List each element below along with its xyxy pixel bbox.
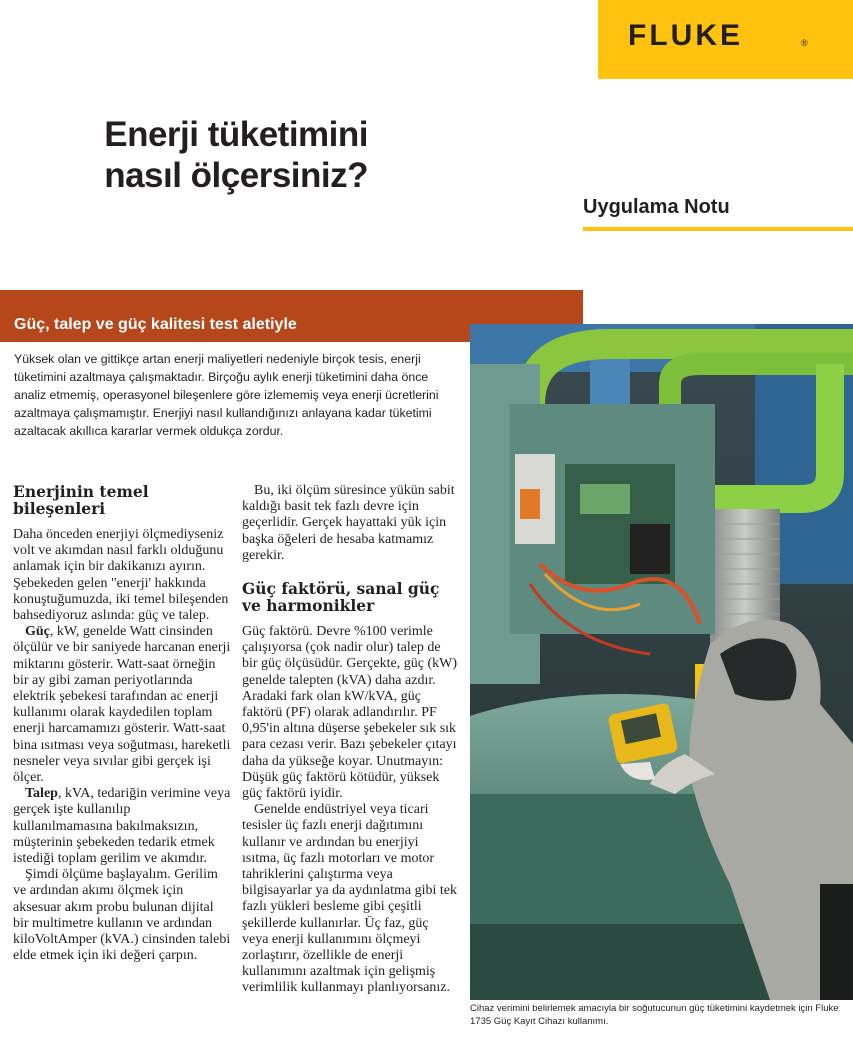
paragraph: Daha önceden enerjiyi ölçmediyseniz volt ve akımdan nasıl farklı olduğunu anlamak için bir dakikanızı ayırın. Şebekeden gelen "enerji' hakkında konuştuğumuzda, iki temel bileşenden bahsediyoruz aslında: güç ve talep. — [13, 527, 229, 624]
paragraph-power — [13, 624, 231, 786]
section-heading-power-factor: Güç faktörü, sanal güç ve harmonikler — [242, 579, 440, 616]
page-title — [60, 114, 368, 196]
intro-paragraph: Yüksek olan ve gittikçe artan enerji maliyetleri nedeniyle birçok tesis, enerji tüketimini azaltmaya çalışmaktadır. Birçoğu aylık enerji tüketimini daha önce analiz etmemiş, operasyonel bileşenlere göre izlememiş veya enerji ücretlerini azaltmaya çalışmamıştır. Enerjiyi nasıl kullandığınızı anlayana kadar tüketimi azaltacak akıllıca kararlar vermek oldukça zordur. — [14, 352, 439, 438]
paragraph: Bu, iki ölçüm süresince yükün sabit kaldığı basit tek fazlı devre için geçerlidir. Gerçek hayattaki yük için başka öğeleri de hesaba katmamız gerekir. — [242, 483, 455, 563]
paragraph-demand-text: , kVA, tedariğin verimine veya gerçek işte kullanılıp kullanılmamasına bakılmaksızın, müşterinin şebekeden tedarik etmek istediği toplam gerilim ve akımdır. — [13, 786, 231, 867]
paragraph-measure: Şimdi ölçüme başlayalım. Gerilim ve ardından akımı ölçmek için aksesuar akım probu bulunan dijital bir multimetre kullanın ve ardından kiloVoltAmper (kVA.) cinsinden talebi elde etmek için iki değeri çarpın. — [13, 867, 231, 964]
document-type-label: Uygulama Notu — [583, 196, 730, 218]
photo-illustration — [470, 324, 853, 1000]
chiller-measurement-photo — [470, 324, 853, 1000]
paragraph-power-factor: Güç faktörü. Devre %100 verimle çalışıyorsa (çok nadir olur) talep de bir güç ölçüsüdür. Gerçekte, güç (kW) genelde talepten (kVA) daha azdır. Aradaki fark olan kW/kVA, güç faktörü (PF) olarak adlandırılır. PF 0,95'in altına düşerse şebekeler sık sık para cezası verir. Bazı şebekeler çıtayı daha da yükseğe koyar. Unutmayın: Düşük güç faktörü kötüdür, yüksek güç faktörü iyidir. — [242, 624, 457, 802]
registered-mark: ® — [801, 38, 808, 48]
term-demand: Talep — [25, 786, 58, 802]
brand-logo-box — [598, 0, 853, 79]
paragraph-three-phase: Genelde endüstriyel veya ticari tesisler üç fazlı enerji dağıtımını kullanır ve ardından bu enerjiyi ısıtma, üç fazlı motorları ve motor tahriklerini çalıştırma veya bilgisayarlar ya da aydınlatma gibi tek fazlı yükleri besleme gibi çeşitli şekillerde kullanırlar. Üç faz, güç veya enerji kullanımını ölçmeyi zorlaştırır, özellikle de enerji kullanımını azaltmak için gelişmiş verimlilik kullanmayı planlıyorsanız. — [242, 802, 457, 996]
text-column-1 — [13, 483, 231, 964]
brand-logo: FLUKE — [628, 19, 743, 52]
photo-caption: Cihaz verimini belirlemek amacıyla bir soğutucunun güç tüketimini kaydetmek için Fluke 1735 Güç Kayıt Cihazı kullanımı. — [470, 1003, 839, 1027]
paragraph-demand — [13, 786, 231, 867]
term-power: Güç — [25, 624, 50, 640]
text-column-2 — [242, 483, 458, 997]
subtitle-underline — [583, 227, 853, 231]
title-line-2: nasıl ölçersiniz? — [104, 156, 368, 195]
banner-text: Güç, talep ve güç kalitesi test aletiyle — [14, 316, 297, 333]
title-line-1: Enerji tüketimini — [104, 115, 368, 154]
paragraph-power-text: , kW, genelde Watt cinsinden ölçülür ve bir saniyede harcanan enerji miktarını gösterir. Watt-saat örneğin bir ay gibi zaman periyotlarında elektrik şebekesi tarafından ac enerji kullanımı olarak kaydedilen toplam enerji harcamamızı gösterir. Watt-saat bina ısıtması veya soğutması, hareketli nesneler veya sıvılar gibi gerçek işi ölçer. — [13, 624, 231, 786]
section-heading-energy-components: Enerjinin temel bileşenleri — [13, 482, 149, 518]
